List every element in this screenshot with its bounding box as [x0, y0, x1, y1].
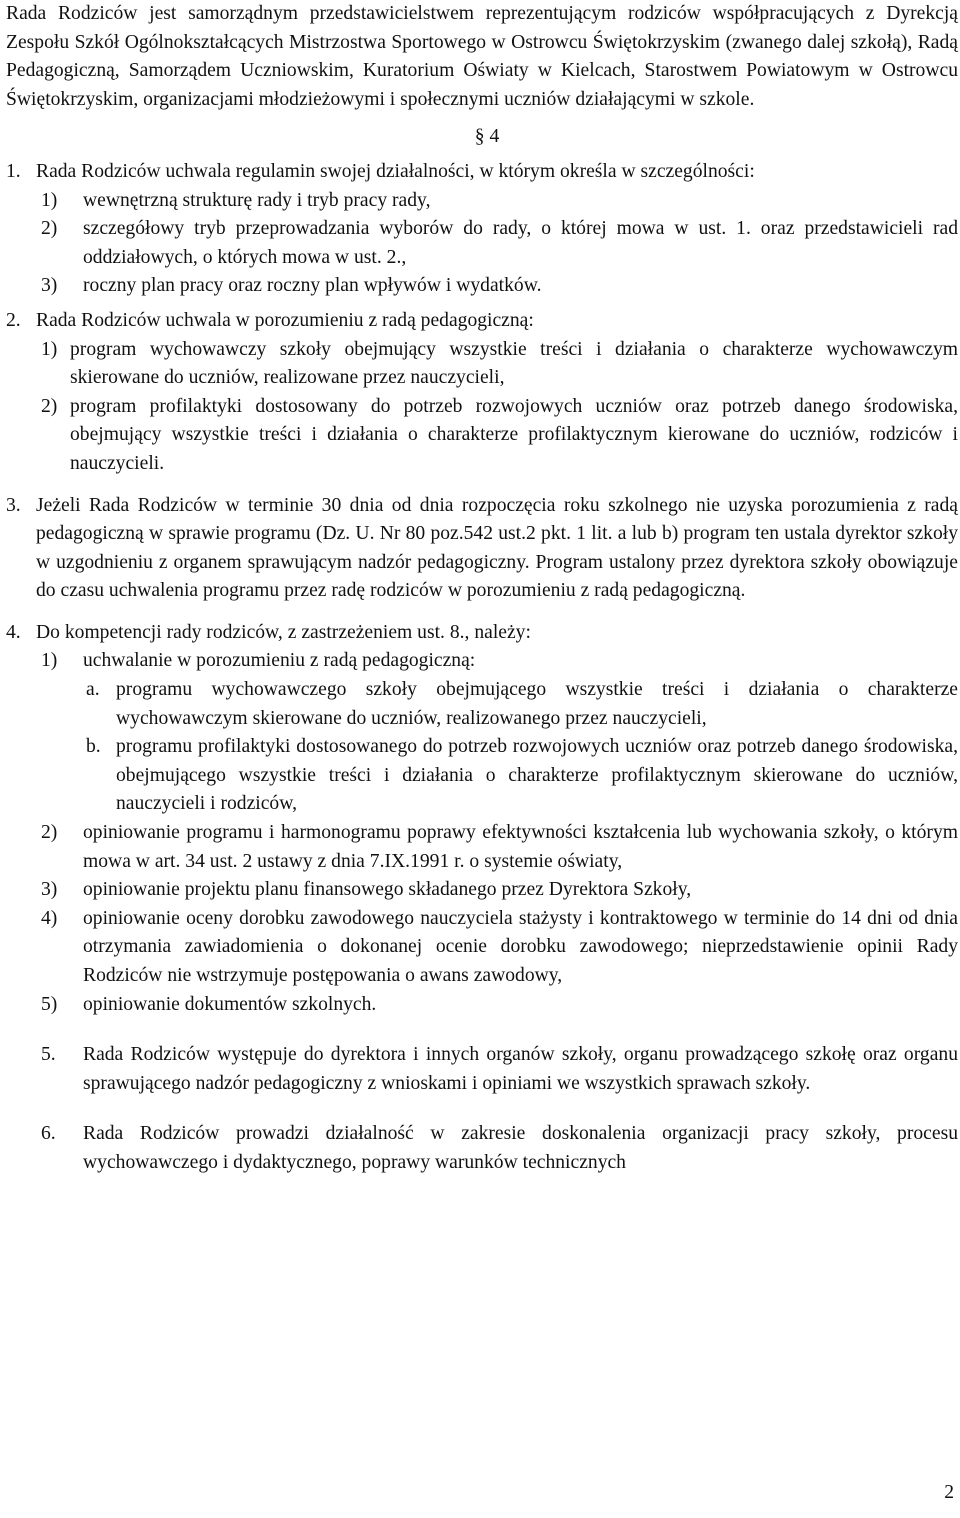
item-number: 2): [41, 218, 58, 240]
point-text: Jeżeli Rada Rodziców w terminie 30 dnia od dnia rozpoczęcia roku szkolnego nie uzyska porozumienia z radą pedagogiczną w sprawie programu (Dz. U. Nr 80 poz.542 ust.2 pkt. 1 lit. a lub b) program ten ustala dyrektor szkoły w uzgodnieniu z organem sprawującym nadzór pedagogiczny. Program ustalony przez dyrektora szkoły obowiązuje do czasu uchwalenia programu przez radę rodziców w porozumieniu z radą pedagogiczną.: [36, 494, 958, 602]
item-text: program profilaktyki dostosowany do potrzeb rozwojowych uczniów oraz potrzeb danego środowiska, obejmujący wszystkie treści i działania o charakterze profilaktycznym kierowane do uczniów, rodziców i nauczycieli.: [70, 395, 958, 474]
point-4-item-5: [6, 991, 958, 1020]
point-2-item-1: [6, 336, 958, 393]
point-4-item-2: [6, 819, 958, 876]
point-number: 2.: [6, 309, 21, 331]
point-4-item-4: [6, 905, 958, 991]
point-1-item-2: [6, 215, 958, 272]
point-number: 6.: [41, 1123, 56, 1145]
point-2-item-2: [6, 393, 958, 479]
item-number: 3): [41, 879, 58, 901]
point-1-item-3: [6, 272, 958, 301]
section-heading: § 4: [474, 126, 500, 148]
point-text: Rada Rodziców uchwala regulamin swojej działalności, w którym określa w szczególności:: [36, 160, 755, 182]
item-text: opiniowanie dokumentów szkolnych.: [83, 993, 377, 1015]
point-text: Rada Rodziców występuje do dyrektora i innych organów szkoły, organu prowadzącego szkołę oraz organu sprawującego nadzór pedagogiczny z wnioskami i opiniami we wszystkich sprawach szkoły.: [83, 1044, 958, 1094]
item-text: wewnętrzną strukturę rady i tryb pracy rady,: [83, 189, 431, 211]
item-number: 3): [41, 275, 58, 297]
subitem-text: programu profilaktyki dostosowanego do potrzeb rozwojowych uczniów oraz potrzeb danego środowiska, obejmującego wszystkie treści i działania o charakterze profilaktycznym skierowane do uczniów, nauczycieli i rodziców,: [116, 736, 958, 815]
point-5: [6, 1041, 958, 1098]
item-number: 1): [41, 338, 58, 360]
point-number: 5.: [41, 1044, 56, 1066]
item-number: 4): [41, 907, 58, 929]
point-number: 4.: [6, 621, 21, 643]
item-text: opiniowanie programu i harmonogramu poprawy efektywności kształcenia lub wychowania szkoły, o którym mowa w art. 34 ust. 2 ustawy z dnia 7.IX.1991 r. o systemie oświaty,: [83, 822, 958, 872]
intro-paragraph: Rada Rodziców jest samorządnym przedstawicielstwem reprezentującym rodziców współpracujących z Dyrekcją Zespołu Szkół Ogólnokształcących Mistrzostwa Sportowego w Ostrowcu Świętokrzyskim (zwanego dalej szkołą), Radą Pedagogiczną, Samorządem Uczniowskim, Kuratorium Oświaty w Kielcach, Starostwem Powiatowym w Ostrowcu Świętokrzyskim, organizacjami młodzieżowymi i społecznymi uczniów działającymi w szkole.: [6, 3, 958, 110]
item-number: 1): [41, 650, 58, 672]
point-number: 3.: [6, 494, 21, 516]
point-4-item-3: [6, 876, 958, 905]
point-6: [6, 1120, 958, 1177]
point-3: [6, 492, 958, 606]
item-text: opiniowanie oceny dorobku zawodowego nauczyciela stażysty i kontraktowego w terminie do 14 dni od dnia otrzymania zawiadomienia o dokonanej ocenie dorobku zawodowego; nieprzedstawienie opinii Rady Rodziców nie wstrzymuje postępowania o awans zawodowy,: [83, 907, 958, 986]
point-text: Rada Rodziców uchwala w porozumieniu z radą pedagogiczną:: [36, 309, 534, 331]
point-2: [6, 307, 958, 336]
point-4-item-1: [6, 647, 958, 676]
point-1: [6, 158, 958, 187]
item-text: szczegółowy tryb przeprowadzania wyborów do rady, o której mowa w ust. 1. oraz przedstawicieli rad oddziałowych, o których mowa w ust. 2.,: [83, 218, 958, 268]
point-1-item-1: [6, 187, 958, 216]
item-number: 5): [41, 993, 58, 1015]
point-4-item-1-sub-a: [6, 676, 958, 733]
item-number: 2): [41, 395, 58, 417]
point-text: Rada Rodziców prowadzi działalność w zakresie doskonalenia organizacji pracy szkoły, procesu wychowawczego i dydaktycznego, poprawy warunków technicznych: [83, 1123, 958, 1173]
item-number: 1): [41, 189, 58, 211]
page-number: 2: [944, 1482, 954, 1504]
item-number: 2): [41, 822, 58, 844]
item-text: program wychowawczy szkoły obejmujący wszystkie treści i działania o charakterze wychowawczym skierowane do uczniów, realizowane przez nauczycieli,: [70, 338, 958, 389]
subitem-letter: a.: [86, 679, 100, 701]
subitem-letter: b.: [86, 736, 101, 758]
document-body: [6, 0, 958, 1178]
point-4-item-1-sub-b: [6, 733, 958, 819]
item-text: opiniowanie projektu planu finansowego składanego przez Dyrektora Szkoły,: [83, 879, 692, 901]
item-text: roczny plan pracy oraz roczny plan wpływów i wydatków.: [83, 275, 542, 297]
point-4: [6, 619, 958, 648]
point-text: Do kompetencji rady rodziców, z zastrzeżeniem ust. 8., należy:: [36, 621, 531, 643]
subitem-text: programu wychowawczego szkoły obejmującego wszystkie treści i działania o charakterze wychowawczym skierowane do uczniów, realizowanego przez nauczycieli,: [116, 679, 958, 729]
item-text: uchwalanie w porozumieniu z radą pedagogiczną:: [83, 650, 476, 672]
point-number: 1.: [6, 160, 21, 182]
